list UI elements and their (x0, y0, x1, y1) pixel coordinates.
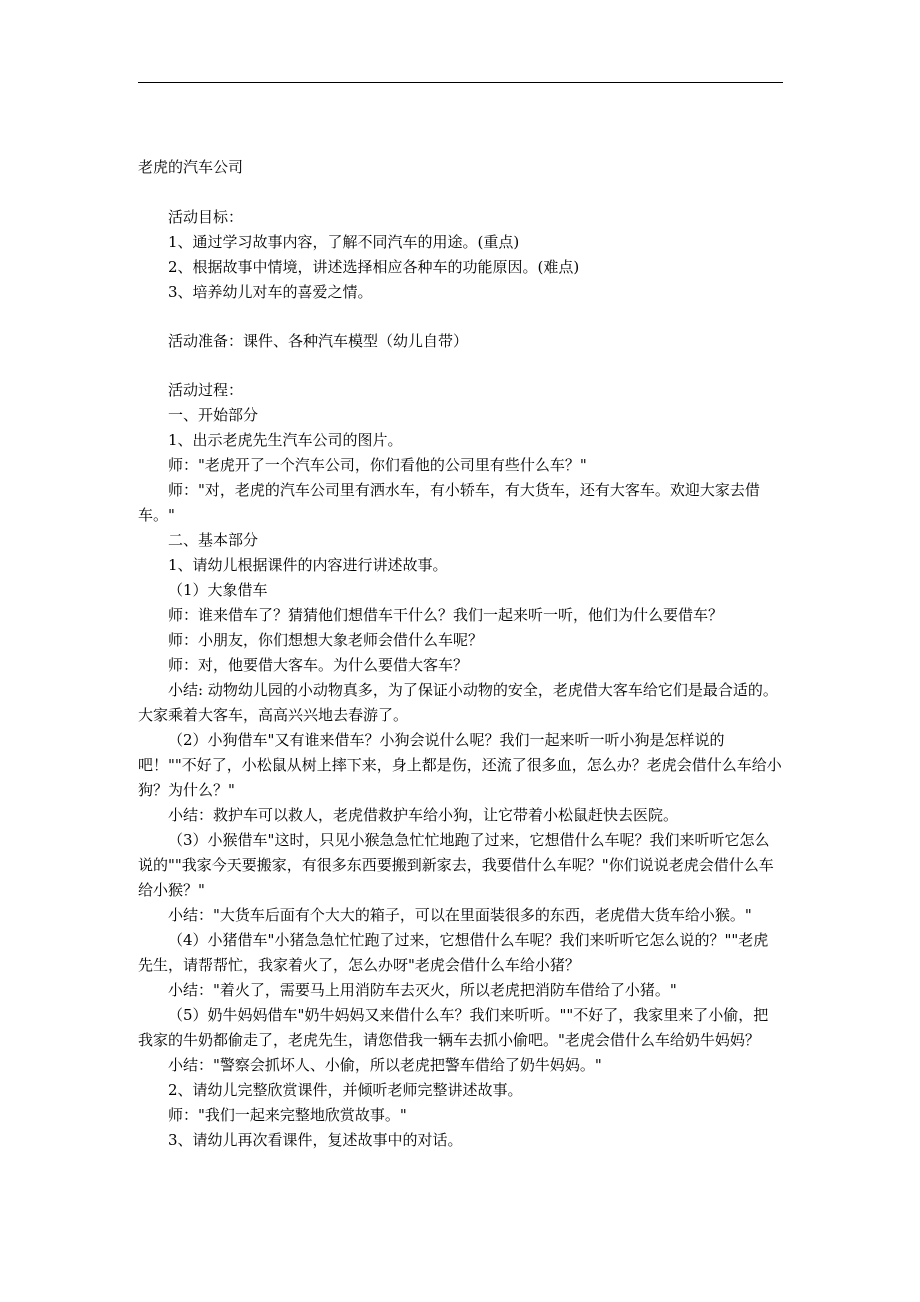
paragraph: 3、请幼儿再次看课件，复述故事中的对话。 (168, 1131, 463, 1149)
paragraph: （3）小猴借车"这时，只见小猴急急忙忙地跑了过来，它想借什么车呢？我们来听听它怎么说的""我家今天要搬家，有很多东西要搬到新家去，我要借什么车呢？"你们说说老虎会借什么车给小猴？" (138, 831, 774, 899)
paragraph: 1、出示老虎先生汽车公司的图片。 (168, 431, 403, 449)
goals-heading: 活动目标： (168, 208, 244, 226)
paragraph: 师："对，老虎的汽车公司里有洒水车，有小轿车，有大货车，还有大客车。欢迎大家去借车。" (138, 481, 760, 524)
goal-item: 3、培养幼儿对车的喜爱之情。 (168, 283, 373, 301)
part2-heading: 二、基本部分 (168, 531, 259, 549)
part1-heading: 一、开始部分 (168, 406, 259, 424)
paragraph: 2、请幼儿完整欣赏课件，并倾听老师完整讲述故事。 (168, 1081, 523, 1099)
goal-item: 1、通过学习故事内容，了解不同汽车的用途。(重点) (168, 233, 520, 251)
paragraph: 小结: 动物幼儿园的小动物真多，为了保证小动物的安全，老虎借大客车给它们是最合适的。大家乘着大客车，高高兴兴地去春游了。 (138, 681, 778, 724)
paragraph: （4）小猪借车"小猪急急忙忙跑了过来，它想借什么车呢？我们来听听它怎么说的？""老虎先生，请帮帮忙，我家着火了，怎么办呀"老虎会借什么车给小猪？ (138, 931, 769, 974)
preparation: 活动准备：课件、各种汽车模型（幼儿自带） (168, 332, 469, 350)
paragraph: 小结："大货车后面有个大大的箱子，可以在里面装很多的东西，老虎借大货车给小猴。" (168, 906, 752, 924)
paragraph: 小结："警察会抓坏人、小偷，所以老虎把警车借给了奶牛妈妈。" (168, 1056, 602, 1074)
paragraph: 师："老虎开了一个汽车公司，你们看他的公司里有些什么车？" (168, 456, 587, 474)
paragraph: 小结：救护车可以救人，老虎借救护车给小狗，让它带着小松鼠赶快去医院。 (168, 806, 679, 824)
document-body (138, 155, 783, 1153)
paragraph: 师：对，他要借大客车。为什么要借大客车？ (168, 656, 469, 674)
paragraph: 师：谁来借车了？猜猜他们想借车干什么？我们一起来听一听，他们为什么要借车？ (168, 606, 724, 624)
header-rule (138, 82, 783, 83)
paragraph: （5）奶牛妈妈借车"奶牛妈妈又来借什么车？我们来听听。""不好了，我家里来了小偷，把我家的牛奶都偷走了，老虎先生，请您借我一辆车去抓小偷吧。"老虎会借什么车给奶牛妈妈？ (138, 1006, 769, 1049)
paragraph: （1）大象借车 (168, 581, 268, 599)
paragraph: 师："我们一起来完整地欣赏故事。" (168, 1106, 407, 1124)
paragraph: 小结："着火了，需要马上用消防车去灭火，所以老虎把消防车借给了小猪。" (168, 981, 677, 999)
process-heading: 活动过程： (168, 381, 244, 399)
paragraph: 师：小朋友，你们想想大象老师会借什么车呢？ (168, 631, 484, 649)
paragraph: 1、请幼儿根据课件的内容进行讲述故事。 (168, 556, 448, 574)
goal-item: 2、根据故事中情境，讲述选择相应各种车的功能原因。(难点) (168, 258, 580, 276)
paragraph: （2）小狗借车"又有谁来借车？小狗会说什么呢？我们一起来听一听小狗是怎样说的吧！""不好了，小松鼠从树上摔下来，身上都是伤，还流了很多血，怎么办？老虎会借什么车给小狗？为什么？" (138, 731, 782, 799)
document-title: 老虎的汽车公司 (138, 158, 244, 176)
